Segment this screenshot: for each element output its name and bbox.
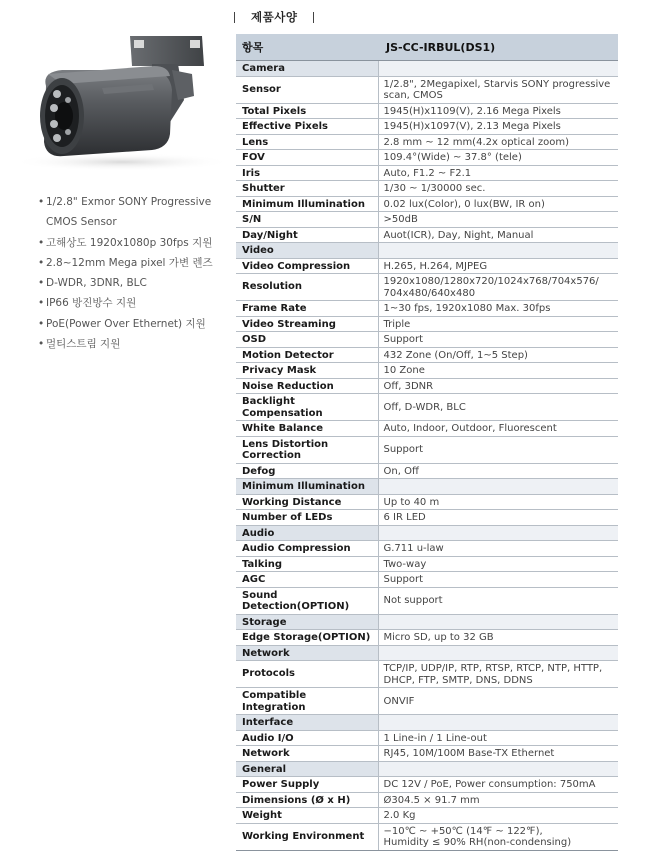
spec-category-label: Storage — [236, 614, 378, 630]
spec-row — [236, 181, 618, 197]
spec-value — [378, 165, 618, 181]
spec-row — [236, 436, 618, 463]
spec-category-blank — [378, 61, 618, 77]
spec-value-line: 10 Zone — [383, 365, 425, 376]
header-item: 항목 — [236, 34, 378, 61]
spec-category-blank — [378, 715, 618, 731]
spec-row — [236, 134, 618, 150]
spec-value-line: 1945(H)x1109(V), 2.16 Mega Pixels — [383, 105, 561, 117]
spec-value-line: Auot(ICR), Day, Night, Manual — [383, 229, 534, 241]
spec-value-line: On, Off — [383, 465, 419, 477]
spec-row — [236, 510, 618, 526]
spec-value-line: 2.8 mm ~ 12 mm(4.2x optical zoom) — [383, 136, 569, 148]
feature-item: • D-WDR, 3DNR, BLC — [38, 273, 228, 293]
spec-label: Backlight Compensation — [236, 394, 378, 421]
spec-label: Edge Storage(OPTION) — [236, 630, 378, 646]
spec-value-line: 1 Line-in / 1 Line-out — [383, 732, 487, 744]
spec-label: Protocols — [236, 661, 378, 688]
spec-label: Network — [236, 746, 378, 762]
spec-row — [236, 730, 618, 746]
spec-value — [378, 661, 618, 688]
spec-value-line: TCP/IP, UDP/IP, RTP, RTSP, RTCP, NTP, HTTP, — [383, 663, 603, 674]
spec-category-label: Camera — [236, 61, 378, 77]
spec-row — [236, 587, 618, 614]
spec-label: Number of LEDs — [236, 510, 378, 526]
spec-label: Noise Reduction — [236, 378, 378, 394]
spec-category-blank — [378, 614, 618, 630]
spec-value-line: >50dB — [383, 214, 418, 225]
spec-value-line: 1/2.8", 2Megapixel, Starvis SONY progressive — [383, 78, 611, 90]
spec-label: Talking — [236, 556, 378, 572]
feature-item: • 2.8~12mm Mega pixel 가변 렌즈 — [38, 253, 228, 273]
spec-value-line: 0.02 lux(Color), 0 lux(BW, IR on) — [383, 198, 545, 210]
spec-value — [378, 421, 618, 437]
spec-value-line: scan, CMOS — [383, 90, 443, 101]
spec-label: Defog — [236, 463, 378, 479]
spec-row — [236, 463, 618, 479]
spec-row — [236, 119, 618, 135]
spec-value — [378, 572, 618, 588]
spec-label: Dimensions (Ø x H) — [236, 792, 378, 808]
spec-category-row — [236, 614, 618, 630]
spec-row — [236, 196, 618, 212]
spec-label: Sensor — [236, 76, 378, 103]
spec-label: Privacy Mask — [236, 363, 378, 379]
spec-row — [236, 150, 618, 166]
feature-item: • PoE(Power Over Ethernet) 지원 — [38, 314, 228, 334]
spec-value — [378, 378, 618, 394]
spec-value — [378, 76, 618, 103]
spec-value-line: −10℃ ~ +50℃ (14℉ ~ 122℉), — [383, 825, 543, 837]
spec-label: Effective Pixels — [236, 119, 378, 135]
spec-value-line: 1/30 ~ 1/30000 sec. — [383, 183, 486, 194]
spec-category-blank — [378, 761, 618, 777]
spec-label: Working Distance — [236, 494, 378, 510]
spec-value — [378, 274, 618, 301]
spec-row — [236, 630, 618, 646]
spec-value — [378, 134, 618, 150]
spec-label: FOV — [236, 150, 378, 166]
spec-category-label: Audio — [236, 525, 378, 541]
spec-value-line: Up to 40 m — [383, 496, 440, 508]
spec-row — [236, 792, 618, 808]
spec-row — [236, 227, 618, 243]
spec-value — [378, 541, 618, 557]
spec-label: AGC — [236, 572, 378, 588]
spec-category-row — [236, 243, 618, 259]
spec-value-line: G.711 u-law — [383, 543, 444, 554]
spec-row — [236, 746, 618, 762]
spec-category-row — [236, 715, 618, 731]
spec-label: OSD — [236, 332, 378, 348]
spec-value — [378, 746, 618, 762]
spec-category-label: General — [236, 761, 378, 777]
spec-value-line: Auto, Indoor, Outdoor, Fluorescent — [383, 423, 557, 434]
spec-label: Working Environment — [236, 823, 378, 850]
spec-value — [378, 792, 618, 808]
spec-label: Day/Night — [236, 227, 378, 243]
spec-row — [236, 258, 618, 274]
spec-value — [378, 436, 618, 463]
spec-row — [236, 332, 618, 348]
spec-value-line: Support — [383, 334, 424, 345]
spec-value-line: Not support — [383, 595, 443, 607]
spec-row — [236, 378, 618, 394]
spec-label: Weight — [236, 808, 378, 824]
feature-item: • 고해상도 1920x1080p 30fps 지원 — [38, 233, 228, 253]
spec-label: Iris — [236, 165, 378, 181]
bullet-camera-image — [2, 30, 226, 170]
spec-row — [236, 274, 618, 301]
spec-category-label: Interface — [236, 715, 378, 731]
feature-item: • 1/2.8" Exmor SONY Progressive — [38, 192, 228, 212]
feature-item: • IP66 방진방수 지원 — [38, 293, 228, 313]
spec-value-line: Two-way — [383, 558, 427, 570]
spec-label: S/N — [236, 212, 378, 228]
spec-value — [378, 332, 618, 348]
feature-item: • 멀티스트림 지원 — [38, 334, 228, 354]
spec-value — [378, 150, 618, 166]
spec-label: Lens — [236, 134, 378, 150]
spec-row — [236, 421, 618, 437]
feature-item: CMOS Sensor — [46, 216, 117, 229]
spec-value-line: DC 12V / PoE, Power consumption: 750mA — [383, 779, 596, 790]
spec-value-line: 704x480/640x480 — [383, 287, 476, 299]
spec-value-line: 6 IR LED — [383, 512, 426, 523]
spec-label: White Balance — [236, 421, 378, 437]
spec-label: Frame Rate — [236, 301, 378, 317]
spec-row — [236, 572, 618, 588]
spec-row — [236, 661, 618, 688]
spec-row — [236, 688, 618, 715]
spec-header-row — [236, 34, 618, 61]
spec-value — [378, 119, 618, 135]
spec-value-line: 1945(H)x1097(V), 2.13 Mega Pixels — [383, 121, 561, 132]
spec-category-row — [236, 479, 618, 495]
spec-value — [378, 688, 618, 715]
spec-category-blank — [378, 645, 618, 661]
spec-label: Audio I/O — [236, 730, 378, 746]
spec-value — [378, 630, 618, 646]
spec-value — [378, 347, 618, 363]
spec-value — [378, 556, 618, 572]
spec-value — [378, 463, 618, 479]
spec-value — [378, 316, 618, 332]
spec-label: Video Streaming — [236, 316, 378, 332]
spec-row — [236, 103, 618, 119]
spec-value-line: DHCP, FTP, SMTP, DNS, DDNS — [383, 674, 533, 686]
spec-category-row — [236, 525, 618, 541]
spec-row — [236, 212, 618, 228]
spec-value — [378, 777, 618, 793]
spec-value-line: Off, 3DNR — [383, 380, 434, 392]
spec-value — [378, 394, 618, 421]
spec-label: Sound Detection(OPTION) — [236, 587, 378, 614]
spec-value-line: Support — [383, 444, 424, 456]
spec-label: Audio Compression — [236, 541, 378, 557]
spec-row — [236, 363, 618, 379]
spec-category-row — [236, 645, 618, 661]
spec-row — [236, 165, 618, 181]
spec-value-line: H.265, H.264, MJPEG — [383, 260, 488, 272]
spec-label: Minimum Illumination — [236, 196, 378, 212]
spec-label: Video Compression — [236, 258, 378, 274]
spec-category-label: Minimum Illumination — [236, 479, 378, 495]
spec-value-line: Support — [383, 574, 424, 585]
spec-category-blank — [378, 479, 618, 495]
feature-list — [38, 192, 228, 354]
spec-value — [378, 258, 618, 274]
spec-value-line: 432 Zone (On/Off, 1~5 Step) — [383, 349, 528, 361]
spec-value-line: ONVIF — [383, 695, 415, 707]
spec-value — [378, 823, 618, 850]
spec-value-line: Humidity ≤ 90% RH(non-condensing) — [383, 837, 572, 848]
spec-value — [378, 494, 618, 510]
spec-value-line: Auto, F1.2 ~ F2.1 — [383, 167, 472, 179]
spec-value-line: Off, D-WDR, BLC — [383, 401, 466, 413]
spec-category-blank — [378, 243, 618, 259]
section-title: 제품사양 — [251, 10, 298, 24]
spec-label: Shutter — [236, 181, 378, 197]
spec-value-line: 1~30 fps, 1920x1080 Max. 30fps — [383, 303, 551, 314]
spec-row — [236, 823, 618, 850]
spec-row — [236, 394, 618, 421]
spec-label: Total Pixels — [236, 103, 378, 119]
spec-row — [236, 316, 618, 332]
spec-label: Compatible Integration — [236, 688, 378, 715]
spec-row — [236, 76, 618, 103]
section-header — [234, 8, 314, 26]
spec-label: Motion Detector — [236, 347, 378, 363]
spec-value-line: Micro SD, up to 32 GB — [383, 632, 494, 643]
header-divider-right — [313, 12, 314, 23]
spec-value-line: 109.4°(Wide) ~ 37.8° (tele) — [383, 152, 522, 163]
spec-table — [236, 34, 618, 851]
spec-label: Lens Distortion Correction — [236, 436, 378, 463]
spec-row — [236, 777, 618, 793]
spec-value-line: 2.0 Kg — [383, 810, 416, 821]
spec-row — [236, 301, 618, 317]
spec-category-row — [236, 61, 618, 77]
spec-category-label: Video — [236, 243, 378, 259]
spec-row — [236, 541, 618, 557]
spec-value — [378, 196, 618, 212]
spec-value — [378, 363, 618, 379]
spec-category-blank — [378, 525, 618, 541]
spec-value — [378, 301, 618, 317]
spec-value — [378, 730, 618, 746]
spec-row — [236, 494, 618, 510]
spec-value — [378, 212, 618, 228]
spec-category-row — [236, 761, 618, 777]
header-model: JS-CC-IRBUL(DS1) — [378, 34, 618, 61]
spec-row — [236, 556, 618, 572]
header-divider-left — [234, 12, 235, 23]
spec-value — [378, 587, 618, 614]
spec-value — [378, 510, 618, 526]
spec-value-line: RJ45, 10M/100M Base-TX Ethernet — [383, 748, 555, 759]
spec-label: Power Supply — [236, 777, 378, 793]
spec-value-line: 1920x1080/1280x720/1024x768/704x576/ — [383, 276, 599, 287]
spec-row — [236, 347, 618, 363]
spec-category-label: Network — [236, 645, 378, 661]
spec-value — [378, 227, 618, 243]
spec-value-line: Triple — [383, 318, 411, 330]
spec-value — [378, 103, 618, 119]
spec-value-line: Ø304.5 × 91.7 mm — [383, 794, 480, 806]
spec-label: Resolution — [236, 274, 378, 301]
spec-value — [378, 181, 618, 197]
